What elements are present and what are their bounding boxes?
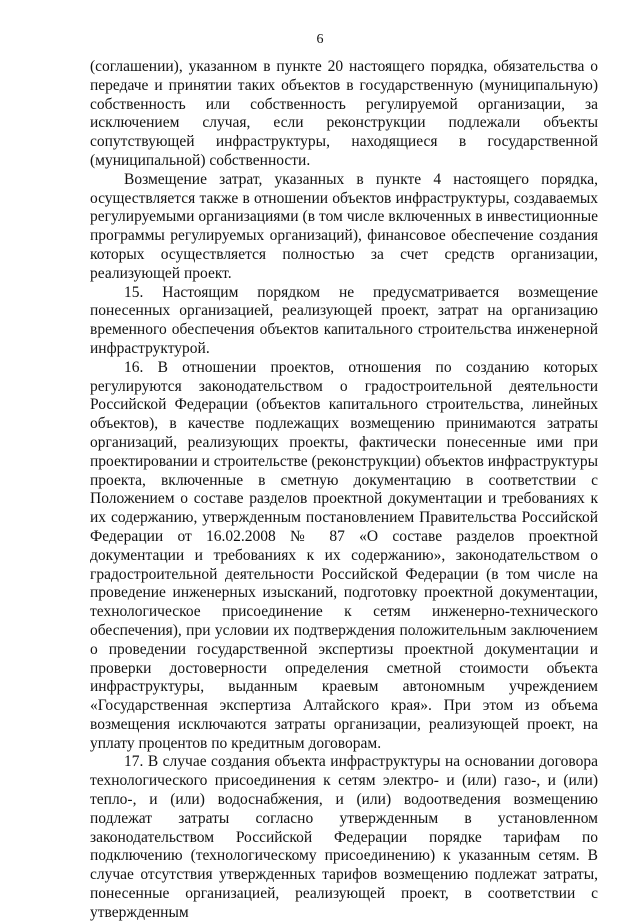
paragraph-clause-17: 17. В случае создания объекта инфраструктуры на основании договора технологического присоединения к сетям электро- и (или) газо-, и (или) тепло-, и (или) водоснабжения, и (или) водоотведения возмещению подлежат затраты согласно утвержденным в установленном законодательством Российской Федерации порядке тарифам по подключению (технологическому присоединению) к указанным сетям. В случае отсутствия утвержденных тарифов возмещению подлежат затраты, понесенные организацией, реализующей проект, в соответствии с утвержденным <box>90 753 598 921</box>
paragraph-clause-16: 16. В отношении проектов, отношения по созданию которых регулируются законодательством о градостроительной деятельности Российской Федерации (объектов капитального строительства, линейных объектов), в качестве подлежащих возмещению принимаются затраты организаций, реализующих проекты, фактически понесенные ими при проектировании и строительстве (реконструкции) объектов инфраструктуры проекта, включенные в сметную документацию в соответствии с Положением о составе разделов проектной документации и требованиях к их содержанию, утвержденным постановлением Правительства Российской Федерации от 16.02.2008 № 87 «О составе разделов проектной документации и требованиях к их содержанию», законодательством о градостроительной деятельности Российской Федерации (в том числе на проведение инженерных изысканий, подготовку проектной документации, технологическое присоединение к сетям инженерно-технического обеспечения), при условии их подтверждения положительным заключением о проведении государственной экспертизы проектной документации и проверки достоверности определения сметной стоимости объекта инфраструктуры, выданным краевым автономным учреждением «Государственная экспертиза Алтайского края». При этом из объема возмещения исключаются затраты организации, реализующей проект, на уплату процентов по кредитным договорам. <box>90 358 598 752</box>
paragraph-cost-reimbursement: Возмещение затрат, указанных в пункте 4 настоящего порядка, осуществляется также в отношении объектов инфраструктуры, создаваемых регулируемыми организациями (в том числе включенных в инвестиционные программы регулируемых организаций), финансовое обеспечение создания которых осуществляется полностью за счет средств организации, реализующей проект. <box>90 170 598 282</box>
page-number: 6 <box>316 32 324 47</box>
paragraph-clause-15: 15. Настоящим порядком не предусматривается возмещение понесенных организацией, реализующей проект, затрат на организацию временного обеспечения объектов капитального строительства инженерной инфраструктурой. <box>90 283 598 357</box>
paragraph-continuation: (соглашении), указанном в пункте 20 настоящего порядка, обязательства о передаче и принятии таких объектов в государственную (муниципальную) собственность или собственность регулируемой организации, за исключением случая, если реконструкции подлежали объекты сопутствующей инфраструктуры, находящиеся в государственной (муниципальной) собственности. <box>90 58 598 169</box>
document-body <box>90 58 598 923</box>
